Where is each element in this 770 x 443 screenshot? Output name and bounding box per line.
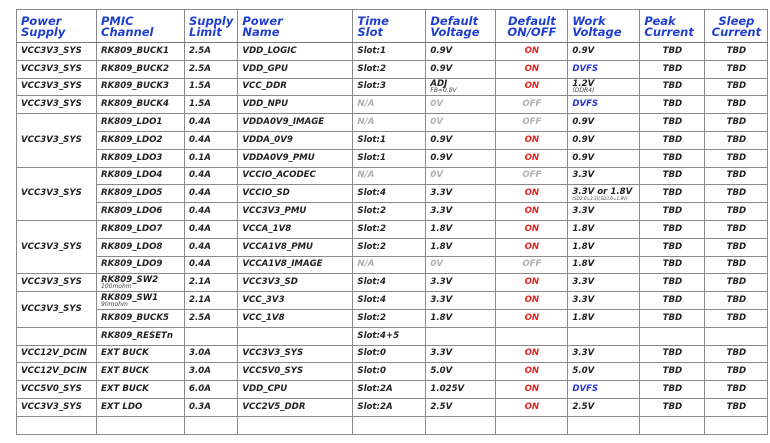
header-peak-current: Peak Current bbox=[640, 10, 705, 43]
time-slot-cell: Slot:2 bbox=[353, 238, 426, 256]
peak-current-cell: TBD bbox=[640, 274, 705, 292]
time-slot-cell: Slot:3 bbox=[353, 78, 426, 96]
work-voltage-cell bbox=[568, 327, 640, 345]
power-supply-cell: VCC3V3_SYS bbox=[17, 60, 97, 78]
sleep-current-cell: TBD bbox=[705, 220, 768, 238]
power-supply-cell: VCC3V3_SYS bbox=[17, 167, 97, 220]
power-name-cell bbox=[238, 327, 353, 345]
power-supply-cell: VCC3V3_SYS bbox=[17, 78, 97, 96]
time-slot-cell: Slot:2 bbox=[353, 220, 426, 238]
work-voltage-cell: DVFS bbox=[568, 381, 640, 399]
default-onoff-cell: ON bbox=[496, 292, 568, 310]
power-name-cell: VCCA1V8_IMAGE bbox=[238, 256, 353, 274]
empty-cell bbox=[238, 416, 353, 434]
power-name-cell: VCC3V3_SD bbox=[238, 274, 353, 292]
default-onoff-cell: OFF bbox=[496, 256, 568, 274]
pmic-channel-cell: RK809_BUCK1 bbox=[97, 43, 185, 61]
default-voltage-cell: 0V bbox=[426, 256, 496, 274]
supply-limit-cell: 3.0A bbox=[185, 345, 238, 363]
pmic-channel-value: RK809_SW1 bbox=[101, 293, 159, 304]
work-voltage-cell: 0.9V bbox=[568, 131, 640, 149]
sleep-current-cell: TBD bbox=[705, 149, 768, 167]
sleep-current-cell: TBD bbox=[705, 274, 768, 292]
supply-limit-cell: 3.0A bbox=[185, 363, 238, 381]
table-row bbox=[17, 274, 768, 292]
default-voltage-cell: 1.8V bbox=[426, 220, 496, 238]
default-voltage-cell: 5.0V bbox=[426, 363, 496, 381]
work-voltage-cell: 1.8V bbox=[568, 220, 640, 238]
default-voltage-cell: 3.3V bbox=[426, 292, 496, 310]
table-row bbox=[17, 363, 768, 381]
default-onoff-cell: ON bbox=[496, 185, 568, 203]
time-slot-cell: N/A bbox=[353, 167, 426, 185]
sleep-current-cell: TBD bbox=[705, 43, 768, 61]
work-voltage-cell: DVFS bbox=[568, 60, 640, 78]
header-pmic-channel: PMIC Channel bbox=[97, 10, 185, 43]
work-voltage-cell: 0.9V bbox=[568, 43, 640, 61]
supply-limit-cell: 2.1A bbox=[185, 274, 238, 292]
work-voltage-cell: 3.3V bbox=[568, 345, 640, 363]
power-supply-cell: VCC12V_DCIN bbox=[17, 345, 97, 363]
pmic-channel-cell: RK809_LDO7 bbox=[97, 220, 185, 238]
default-onoff-cell: ON bbox=[496, 398, 568, 416]
power-name-cell: VCCA_1V8 bbox=[238, 220, 353, 238]
default-onoff-cell: ON bbox=[496, 363, 568, 381]
default-voltage-cell: 0.9V bbox=[426, 60, 496, 78]
supply-limit-cell: 1.5A bbox=[185, 96, 238, 114]
work-voltage-note: (SD2.0=3.3V,SD3.0=1.8V) bbox=[572, 195, 628, 201]
supply-limit-cell: 2.5A bbox=[185, 60, 238, 78]
empty-cell bbox=[640, 416, 705, 434]
default-voltage-cell: 0V bbox=[426, 96, 496, 114]
power-name-cell: VDD_NPU bbox=[238, 96, 353, 114]
time-slot-cell: Slot:4 bbox=[353, 274, 426, 292]
empty-cell bbox=[353, 416, 426, 434]
pmic-channel-cell: RK809_LDO9 bbox=[97, 256, 185, 274]
supply-limit-cell: 0.4A bbox=[185, 131, 238, 149]
peak-current-cell: TBD bbox=[640, 131, 705, 149]
work-voltage-cell: DVFS bbox=[568, 96, 640, 114]
pmic-channel-cell: RK809_LDO1 bbox=[97, 114, 185, 132]
default-voltage-cell: 0.9V bbox=[426, 43, 496, 61]
default-onoff-cell: ON bbox=[496, 149, 568, 167]
header-row bbox=[17, 10, 768, 43]
supply-limit-cell: 1.5A bbox=[185, 78, 238, 96]
power-supply-cell: VCC3V3_SYS bbox=[17, 96, 97, 114]
peak-current-cell: TBD bbox=[640, 114, 705, 132]
empty-cell bbox=[426, 416, 496, 434]
pmic-channel-cell: RK809_LDO8 bbox=[97, 238, 185, 256]
time-slot-cell: N/A bbox=[353, 114, 426, 132]
time-slot-cell: Slot:2A bbox=[353, 381, 426, 399]
power-supply-cell: VCC5V0_SYS bbox=[17, 381, 97, 399]
header-power-supply: Power Supply bbox=[17, 10, 97, 43]
default-voltage-cell: 0.9V bbox=[426, 149, 496, 167]
sleep-current-cell: TBD bbox=[705, 381, 768, 399]
power-name-cell: VCC3V3_SYS bbox=[238, 345, 353, 363]
table-row bbox=[17, 60, 768, 78]
peak-current-cell: TBD bbox=[640, 78, 705, 96]
time-slot-cell: Slot:2 bbox=[353, 309, 426, 327]
empty-cell bbox=[496, 416, 568, 434]
sleep-current-cell: TBD bbox=[705, 78, 768, 96]
pmic-channel-cell: EXT LDO bbox=[97, 398, 185, 416]
table-row bbox=[17, 149, 768, 167]
time-slot-cell: Slot:4+5 bbox=[353, 327, 426, 345]
peak-current-cell: TBD bbox=[640, 238, 705, 256]
default-onoff-cell: OFF bbox=[496, 114, 568, 132]
table-row bbox=[17, 220, 768, 238]
power-name-cell: VCC_1V8 bbox=[238, 309, 353, 327]
time-slot-cell: Slot:0 bbox=[353, 345, 426, 363]
sleep-current-cell: TBD bbox=[705, 398, 768, 416]
supply-limit-cell: 0.4A bbox=[185, 167, 238, 185]
default-voltage-cell: 3.3V bbox=[426, 345, 496, 363]
table-row bbox=[17, 238, 768, 256]
peak-current-cell: TBD bbox=[640, 292, 705, 310]
table-row bbox=[17, 43, 768, 61]
sleep-current-cell: TBD bbox=[705, 292, 768, 310]
table-row bbox=[17, 256, 768, 274]
power-name-cell: VCCIO_SD bbox=[238, 185, 353, 203]
pmic-channel-cell: RK809_BUCK3 bbox=[97, 78, 185, 96]
time-slot-cell: Slot:1 bbox=[353, 43, 426, 61]
power-supply-cell: VCC3V3_SYS bbox=[17, 114, 97, 167]
power-supply-cell: VCC3V3_SYS bbox=[17, 43, 97, 61]
sleep-current-cell: TBD bbox=[705, 114, 768, 132]
power-tree-sheet bbox=[16, 9, 768, 435]
power-name-cell: VDD_LOGIC bbox=[238, 43, 353, 61]
sleep-current-cell: TBD bbox=[705, 238, 768, 256]
power-name-cell: VCC2V5_DDR bbox=[238, 398, 353, 416]
sleep-current-cell: TBD bbox=[705, 345, 768, 363]
peak-current-cell: TBD bbox=[640, 398, 705, 416]
pmic-channel-cell: RK809_LDO5 bbox=[97, 185, 185, 203]
power-supply-cell: VCC3V3_SYS bbox=[17, 398, 97, 416]
work-voltage-note: (DDR4) bbox=[572, 87, 595, 95]
supply-limit-cell: 0.1A bbox=[185, 149, 238, 167]
power-table bbox=[16, 9, 768, 435]
default-onoff-cell: ON bbox=[496, 203, 568, 221]
time-slot-cell: Slot:2A bbox=[353, 398, 426, 416]
default-onoff-cell: ON bbox=[496, 60, 568, 78]
default-voltage-cell: 0V bbox=[426, 114, 496, 132]
default-onoff-cell: ON bbox=[496, 220, 568, 238]
work-voltage-cell: 3.3V bbox=[568, 203, 640, 221]
supply-limit-cell: 0.4A bbox=[185, 238, 238, 256]
table-row bbox=[17, 114, 768, 132]
table-row bbox=[17, 131, 768, 149]
pmic-channel-cell: EXT BUCK bbox=[97, 363, 185, 381]
supply-limit-cell: 0.4A bbox=[185, 256, 238, 274]
pmic-channel-cell: RK809_BUCK5 bbox=[97, 309, 185, 327]
power-name-cell: VCCA1V8_PMU bbox=[238, 238, 353, 256]
pmic-channel-cell: EXT BUCK bbox=[97, 381, 185, 399]
sleep-current-cell: TBD bbox=[705, 203, 768, 221]
power-name-cell: VCC_DDR bbox=[238, 78, 353, 96]
sleep-current-cell bbox=[705, 327, 768, 345]
sleep-current-cell: TBD bbox=[705, 96, 768, 114]
pmic-channel-cell: RK809_LDO2 bbox=[97, 131, 185, 149]
default-onoff-cell: ON bbox=[496, 274, 568, 292]
peak-current-cell: TBD bbox=[640, 96, 705, 114]
supply-limit-cell: 2.5A bbox=[185, 309, 238, 327]
pmic-channel-cell: RK809_LDO3 bbox=[97, 149, 185, 167]
pmic-channel-cell: RK809_BUCK4 bbox=[97, 96, 185, 114]
default-onoff-cell: OFF bbox=[496, 167, 568, 185]
power-supply-cell: VCC12V_DCIN bbox=[17, 363, 97, 381]
time-slot-cell: N/A bbox=[353, 96, 426, 114]
header-default-onoff: Default ON/OFF bbox=[496, 10, 568, 43]
supply-limit-cell: 0.4A bbox=[185, 114, 238, 132]
time-slot-cell: N/A bbox=[353, 256, 426, 274]
pmic-channel-note: 90mohm bbox=[101, 301, 128, 309]
time-slot-cell: Slot:4 bbox=[353, 292, 426, 310]
empty-cell bbox=[17, 416, 97, 434]
power-name-cell: VDDA0V9_PMU bbox=[238, 149, 353, 167]
pmic-channel-cell: RK809_LDO6 bbox=[97, 203, 185, 221]
table-row bbox=[17, 96, 768, 114]
peak-current-cell: TBD bbox=[640, 309, 705, 327]
supply-limit-cell: 2.5A bbox=[185, 43, 238, 61]
default-onoff-cell: OFF bbox=[496, 96, 568, 114]
default-onoff-cell: ON bbox=[496, 381, 568, 399]
power-supply-cell: VCC3V3_SYS bbox=[17, 274, 97, 292]
supply-limit-cell: 0.4A bbox=[185, 220, 238, 238]
work-voltage-cell: 5.0V bbox=[568, 363, 640, 381]
peak-current-cell: TBD bbox=[640, 185, 705, 203]
table-row bbox=[17, 292, 768, 310]
default-onoff-cell: ON bbox=[496, 43, 568, 61]
peak-current-cell: TBD bbox=[640, 363, 705, 381]
sleep-current-cell: TBD bbox=[705, 60, 768, 78]
default-voltage-cell: 3.3V bbox=[426, 203, 496, 221]
default-voltage-note: FB=0.8V bbox=[430, 87, 457, 95]
header-work-voltage: Work Voltage bbox=[568, 10, 640, 43]
empty-cell bbox=[568, 416, 640, 434]
time-slot-cell: Slot:2 bbox=[353, 60, 426, 78]
work-voltage-cell bbox=[568, 78, 640, 96]
table-row bbox=[17, 203, 768, 221]
peak-current-cell: TBD bbox=[640, 345, 705, 363]
empty-cell bbox=[97, 416, 185, 434]
default-voltage-cell bbox=[426, 327, 496, 345]
work-voltage-cell: 1.8V bbox=[568, 238, 640, 256]
default-voltage-cell: 0V bbox=[426, 167, 496, 185]
peak-current-cell: TBD bbox=[640, 167, 705, 185]
empty-cell bbox=[185, 416, 238, 434]
sleep-current-cell: TBD bbox=[705, 363, 768, 381]
work-voltage-cell: 1.8V bbox=[568, 256, 640, 274]
peak-current-cell: TBD bbox=[640, 43, 705, 61]
default-voltage-cell: 3.3V bbox=[426, 274, 496, 292]
supply-limit-cell: 2.1A bbox=[185, 292, 238, 310]
pmic-channel-cell: RK809_BUCK2 bbox=[97, 60, 185, 78]
header-time-slot: Time Slot bbox=[353, 10, 426, 43]
supply-limit-cell bbox=[185, 327, 238, 345]
default-onoff-cell: ON bbox=[496, 131, 568, 149]
pmic-channel-cell: RK809_RESETn bbox=[97, 327, 185, 345]
default-voltage-cell bbox=[426, 78, 496, 96]
pmic-channel-cell bbox=[97, 274, 185, 292]
time-slot-cell: Slot:0 bbox=[353, 363, 426, 381]
table-row bbox=[17, 381, 768, 399]
power-name-cell: VCCIO_ACODEC bbox=[238, 167, 353, 185]
power-name-cell: VDDA0V9_IMAGE bbox=[238, 114, 353, 132]
power-supply-cell: VCC3V3_SYS bbox=[17, 292, 97, 328]
power-name-cell: VCC3V3_PMU bbox=[238, 203, 353, 221]
work-voltage-cell: 1.8V bbox=[568, 309, 640, 327]
time-slot-cell: Slot:1 bbox=[353, 131, 426, 149]
table-row bbox=[17, 185, 768, 203]
table-row bbox=[17, 78, 768, 96]
default-voltage-cell: 2.5V bbox=[426, 398, 496, 416]
supply-limit-cell: 0.3A bbox=[185, 398, 238, 416]
power-name-cell: VDD_CPU bbox=[238, 381, 353, 399]
default-onoff-cell bbox=[496, 327, 568, 345]
table-row bbox=[17, 309, 768, 327]
table-row bbox=[17, 167, 768, 185]
supply-limit-cell: 0.4A bbox=[185, 185, 238, 203]
work-voltage-cell: 2.5V bbox=[568, 398, 640, 416]
default-onoff-cell: ON bbox=[496, 238, 568, 256]
pmic-channel-cell: RK809_LDO4 bbox=[97, 167, 185, 185]
work-voltage-value: 3.3V or 1.8V bbox=[572, 186, 633, 197]
sleep-current-cell: TBD bbox=[705, 256, 768, 274]
sleep-current-cell: TBD bbox=[705, 185, 768, 203]
pmic-channel-value: RK809_SW2 bbox=[101, 275, 159, 286]
header-power-name: Power Name bbox=[238, 10, 353, 43]
header-default-voltage: Default Voltage bbox=[426, 10, 496, 43]
empty-row bbox=[17, 416, 768, 434]
time-slot-cell: Slot:2 bbox=[353, 203, 426, 221]
table-row bbox=[17, 345, 768, 363]
supply-limit-cell: 0.4A bbox=[185, 203, 238, 221]
sleep-current-cell: TBD bbox=[705, 167, 768, 185]
header-supply-limit: Supply Limit bbox=[185, 10, 238, 43]
peak-current-cell: TBD bbox=[640, 149, 705, 167]
power-name-cell: VCC_3V3 bbox=[238, 292, 353, 310]
sleep-current-cell: TBD bbox=[705, 131, 768, 149]
empty-cell bbox=[705, 416, 768, 434]
default-onoff-cell: ON bbox=[496, 78, 568, 96]
default-voltage-cell: 3.3V bbox=[426, 185, 496, 203]
pmic-channel-note: 100mohm bbox=[101, 283, 132, 291]
pmic-channel-cell bbox=[97, 292, 185, 310]
table-row bbox=[17, 398, 768, 416]
power-name-cell: VDD_GPU bbox=[238, 60, 353, 78]
work-voltage-cell: 0.9V bbox=[568, 114, 640, 132]
default-voltage-value: ADJ bbox=[430, 79, 448, 90]
work-voltage-cell: 0.9V bbox=[568, 149, 640, 167]
peak-current-cell: TBD bbox=[640, 203, 705, 221]
peak-current-cell bbox=[640, 327, 705, 345]
table-row bbox=[17, 327, 768, 345]
work-voltage-cell: 3.3V bbox=[568, 292, 640, 310]
power-name-cell: VCC5V0_SYS bbox=[238, 363, 353, 381]
power-name-cell: VDDA_0V9 bbox=[238, 131, 353, 149]
work-voltage-cell bbox=[568, 185, 640, 203]
peak-current-cell: TBD bbox=[640, 60, 705, 78]
sleep-current-cell: TBD bbox=[705, 309, 768, 327]
time-slot-cell: Slot:1 bbox=[353, 149, 426, 167]
pmic-channel-cell: EXT BUCK bbox=[97, 345, 185, 363]
default-voltage-cell: 1.8V bbox=[426, 238, 496, 256]
header-sleep-current: Sleep Current bbox=[705, 10, 768, 43]
power-supply-cell: VCC3V3_SYS bbox=[17, 220, 97, 273]
power-supply-cell bbox=[17, 327, 97, 345]
peak-current-cell: TBD bbox=[640, 256, 705, 274]
default-voltage-cell: 0.9V bbox=[426, 131, 496, 149]
supply-limit-cell: 6.0A bbox=[185, 381, 238, 399]
work-voltage-cell: 3.3V bbox=[568, 167, 640, 185]
peak-current-cell: TBD bbox=[640, 220, 705, 238]
default-voltage-cell: 1.025V bbox=[426, 381, 496, 399]
default-voltage-cell: 1.8V bbox=[426, 309, 496, 327]
time-slot-cell: Slot:4 bbox=[353, 185, 426, 203]
work-voltage-value: 1.2V bbox=[572, 79, 595, 90]
peak-current-cell: TBD bbox=[640, 381, 705, 399]
work-voltage-cell: 3.3V bbox=[568, 274, 640, 292]
default-onoff-cell: ON bbox=[496, 309, 568, 327]
default-onoff-cell: ON bbox=[496, 345, 568, 363]
